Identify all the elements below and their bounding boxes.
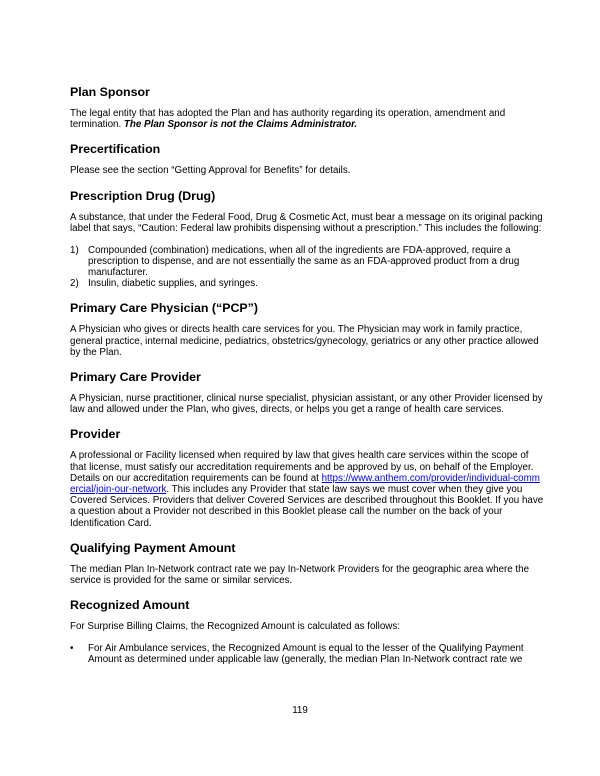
list-marker: 1) xyxy=(70,244,79,256)
anthem-join-our-network-link[interactable]: https://www.anthem.com/provider/individual-commercial/join-our-network xyxy=(70,472,540,495)
paragraph-provider xyxy=(70,450,544,528)
numbered-list xyxy=(70,245,544,290)
bullet-marker: • xyxy=(70,642,74,654)
heading-plan-sponsor: Plan Sponsor xyxy=(70,85,150,99)
heading-recognized-amount: Recognized Amount xyxy=(70,598,190,613)
numbered-list-item xyxy=(70,278,544,289)
heading-qualifying-payment-amount: Qualifying Payment Amount xyxy=(70,540,236,555)
heading-prescription-drug: Prescription Drug (Drug) xyxy=(70,188,216,203)
bullet-list xyxy=(70,643,544,665)
paragraph-recognized-amount: For Surprise Billing Claims, the Recognized Amount is calculated as follows: xyxy=(70,621,400,633)
list-marker: 2) xyxy=(70,278,79,290)
list-item-text: Insulin, diabetic supplies, and syringes. xyxy=(88,278,258,290)
list-item-text: Compounded (combination) medications, when all of the ingredients are FDA-approved, require a prescription to dispense, and are not essentially the same as an FDA-approved product from a drug manufacturer. xyxy=(88,244,520,278)
plan-sponsor-text: The legal entity that has adopted the Plan and has authority regarding its operation, amendment and termination. xyxy=(70,108,506,131)
provider-text-before-link: A professional or Facility licensed when required by law that gives health care services within the scope of that license, must satisfy our accreditation requirements and be approved by us, on behalf of the Employer. Details on our accreditation requirements can be found at xyxy=(70,450,534,484)
plan-sponsor-emphasis: The Plan Sponsor is not the Claims Administrator. xyxy=(123,119,358,131)
paragraph-qualifying-payment-amount: The median Plan In-Network contract rate we pay In-Network Providers for the geographic area where the service is provided for the same or similar services. xyxy=(70,563,530,586)
page-number: 119 xyxy=(292,705,308,716)
paragraph-prescription-drug: A substance, that under the Federal Food, Drug & Cosmetic Act, must bear a message on its original packing label that says, “Caution: Federal law prohibits dispensing without a prescription.” This includes the following: xyxy=(70,211,543,234)
paragraph-precertification: Please see the section “Getting Approval for Benefits” for details. xyxy=(70,165,351,177)
heading-provider: Provider xyxy=(70,427,121,442)
bullet-item-text: For Air Ambulance services, the Recognized Amount is equal to the lesser of the Qualifying Payment Amount as determined under applicable law (generally, the median Plan In-Network contract rate we xyxy=(88,642,524,666)
heading-precertification: Precertification xyxy=(70,142,161,157)
paragraph-primary-care-physician: A Physician who gives or directs health care services for you. The Physician may work in family practice, general practice, internal medicine, pediatrics, obstetrics/gynecology, geriatrics or any other practice allowed by the Plan. xyxy=(70,324,539,358)
numbered-list-item xyxy=(70,245,544,279)
bullet-list-item xyxy=(70,643,544,665)
heading-primary-care-physician: Primary Care Physician (“PCP”) xyxy=(70,301,259,316)
heading-primary-care-provider: Primary Care Provider xyxy=(70,369,201,384)
provider-text-after-link: . This includes any Provider that state law says we must cover when they give you Covered Services. Providers that deliver Covered Services are described throughout this Booklet. If you have a question about a Provider not described in this Booklet please call the number on the back of your Identification Card. xyxy=(70,483,544,529)
paragraph-plan-sponsor xyxy=(70,108,544,130)
paragraph-primary-care-provider: A Physician, nurse practitioner, clinical nurse specialist, physician assistant, or any other Provider licensed by law and allowed under the Plan, who gives, directs, or helps you get a range of health care services. xyxy=(70,392,543,416)
